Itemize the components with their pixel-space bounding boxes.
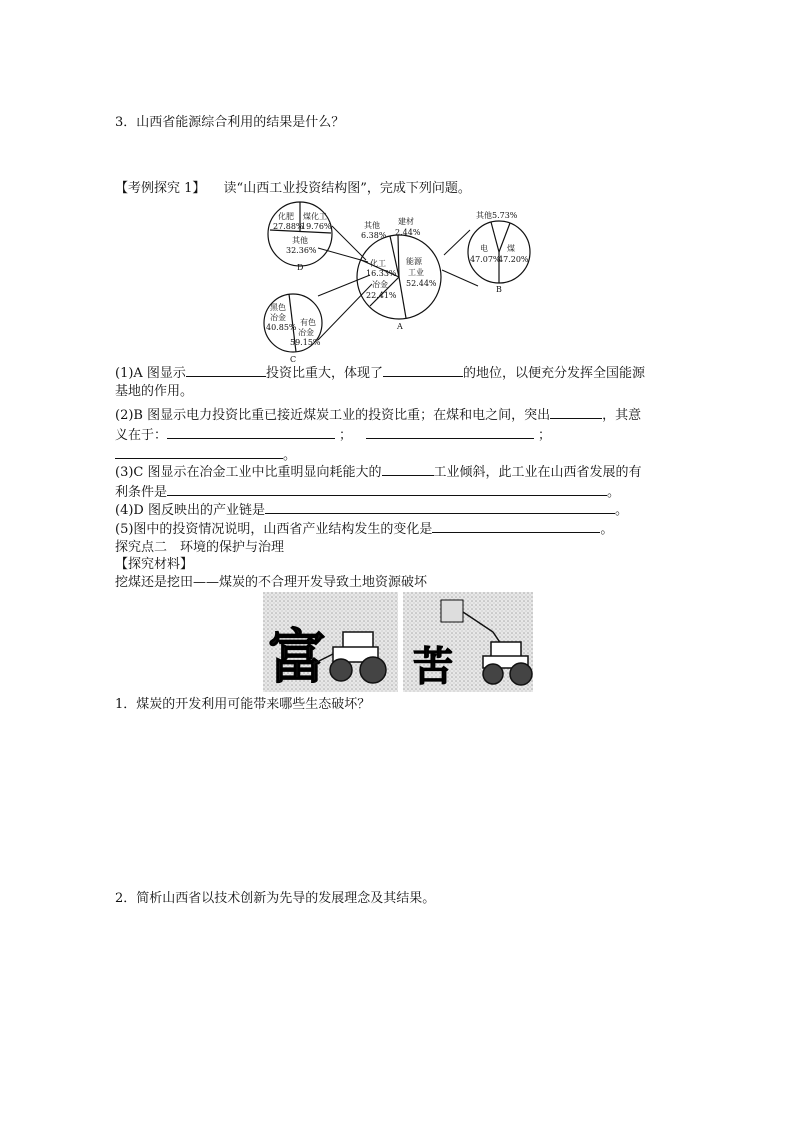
pie-D-id: D xyxy=(297,263,304,272)
q1-blank-2[interactable] xyxy=(383,363,463,377)
q5-end: 。 xyxy=(600,522,614,537)
q1-text-a: (1)A 图显示 xyxy=(115,366,186,381)
q2-sep-2: ； xyxy=(538,428,552,443)
svg-text:富: 富 xyxy=(268,623,327,691)
pie-C-black-label2: 冶金 xyxy=(270,313,286,322)
pie-D-coalchem-label: 煤化工 xyxy=(303,212,327,221)
cartoon-left-character-icon xyxy=(268,623,326,691)
example-intro xyxy=(115,180,471,198)
pie-B-id: B xyxy=(496,285,502,294)
pie-C-color-label2: 冶金 xyxy=(298,328,314,337)
pie-A-metal-label: 冶金 xyxy=(372,280,388,289)
pie-C-black-label1: 黑色 xyxy=(270,303,286,312)
q2-end: 。 xyxy=(283,448,297,463)
example-label: 【考例探究 1】 xyxy=(115,181,206,196)
q3-end: 。 xyxy=(607,485,621,500)
pie-A-chem-pct: 16.33% xyxy=(366,269,397,278)
q5-line xyxy=(115,519,613,539)
q3-blank-1[interactable] xyxy=(382,462,434,476)
pie-B-elec-pct: 47.07% xyxy=(470,255,501,264)
material-label: 【探究材料】 xyxy=(115,557,194,572)
pie-A-id: A xyxy=(397,322,403,331)
pie-A xyxy=(357,235,441,319)
pie-B-coal-pct: 47.20% xyxy=(498,255,529,264)
pie-C-id: C xyxy=(290,355,297,364)
q2-blank-3[interactable] xyxy=(366,425,534,439)
question-eco-2: 2．简析山西省以技术创新为先导的发展理念及其结果。 xyxy=(115,891,436,906)
pie-D-coalchem-pct: 19.76% xyxy=(301,222,332,231)
pie-A-build-pct: 2.44% xyxy=(395,228,421,237)
pie-C-black-pct: 40.85% xyxy=(266,323,297,332)
pie-A-other-pct: 6.38% xyxy=(361,231,387,240)
q3-text-b: 工业倾斜，此工业在山西省发展的有 xyxy=(433,465,642,480)
q2-blank-2[interactable] xyxy=(167,425,335,439)
pie-B-elec-label: 电 xyxy=(480,244,488,253)
q5-blank[interactable] xyxy=(432,519,600,533)
pie-B-other-label: 其他5.73% xyxy=(476,211,518,220)
q2-sep-1: ； xyxy=(339,428,353,443)
pie-A-other-label: 其他 xyxy=(364,221,380,230)
pie-C xyxy=(264,294,322,352)
q3-line2 xyxy=(115,482,620,502)
q1-line2: 基地的作用。 xyxy=(115,384,194,399)
material-title: 挖煤还是挖田——煤炭的不合理开发导致土地资源破坏 xyxy=(115,575,428,590)
pie-D-other-pct: 32.36% xyxy=(286,246,317,255)
q3-text-a: (3)C 图显示在冶金工业中比重明显向耗能大的 xyxy=(115,465,382,480)
q2-blank-4[interactable] xyxy=(115,445,283,459)
pie-C-color-pct: 59.15% xyxy=(290,338,321,347)
q1-blank-1[interactable] xyxy=(186,363,266,377)
pie-A-energy-label2: 工业 xyxy=(408,268,424,277)
q1-line1 xyxy=(115,363,645,383)
pie-B-coal-label: 煤 xyxy=(507,244,515,253)
q2-line2 xyxy=(115,425,551,445)
section-title: 探究点二 环境的保护与治理 xyxy=(115,540,285,555)
pie-A-energy-pct: 52.44% xyxy=(406,279,437,288)
pie-A-metal-pct: 22.41% xyxy=(366,291,397,300)
pie-D-other-label: 其他 xyxy=(292,236,308,245)
pie-D-fert-pct: 27.88% xyxy=(273,222,304,231)
q2-blank-1[interactable] xyxy=(550,405,602,419)
mining-cartoon xyxy=(263,592,533,692)
pie-B xyxy=(468,221,530,283)
q3-text-c: 利条件是 xyxy=(115,485,168,500)
pie-A-chem-label: 化工 xyxy=(370,259,386,268)
q2-text-b: ，其意 xyxy=(602,408,642,423)
pie-D-fert-label: 化肥 xyxy=(278,212,294,221)
q3-line1 xyxy=(115,462,642,482)
example-text: 读“山西工业投资结构图”，完成下列问题。 xyxy=(223,181,471,196)
q4-text: (4)D 图反映出的产业链是 xyxy=(115,503,265,518)
q1-text-b: 投资比重大，体现了 xyxy=(265,366,383,381)
q2-line1 xyxy=(115,405,641,425)
chart-connector-lines xyxy=(318,226,478,340)
q4-line xyxy=(115,500,628,520)
question-3: 3．山西省能源综合利用的结果是什么？ xyxy=(115,115,345,130)
pie-A-energy-label: 能源 xyxy=(406,257,422,266)
q4-blank[interactable] xyxy=(265,500,615,514)
q5-text: (5)图中的投资情况说明，山西省产业结构发生的变化是 xyxy=(115,522,433,537)
pie-D xyxy=(268,202,332,266)
question-eco-1: 1．煤炭的开发利用可能带来哪些生态破坏？ xyxy=(115,697,371,712)
q1-text-c: 的地位，以便充分发挥全国能源 xyxy=(462,366,645,381)
pie-C-color-label1: 有色 xyxy=(300,318,316,327)
q2-text-a: (2)B 图显示电力投资比重已接近煤炭工业的投资比重；在煤和电之间，突出 xyxy=(115,408,551,423)
q3-blank-2[interactable] xyxy=(167,482,607,496)
svg-text:苦: 苦 xyxy=(413,643,453,690)
q4-end: 。 xyxy=(614,503,628,518)
pie-A-build-label: 建材 xyxy=(398,217,414,226)
q2-text-c: 义在于： xyxy=(115,428,168,443)
